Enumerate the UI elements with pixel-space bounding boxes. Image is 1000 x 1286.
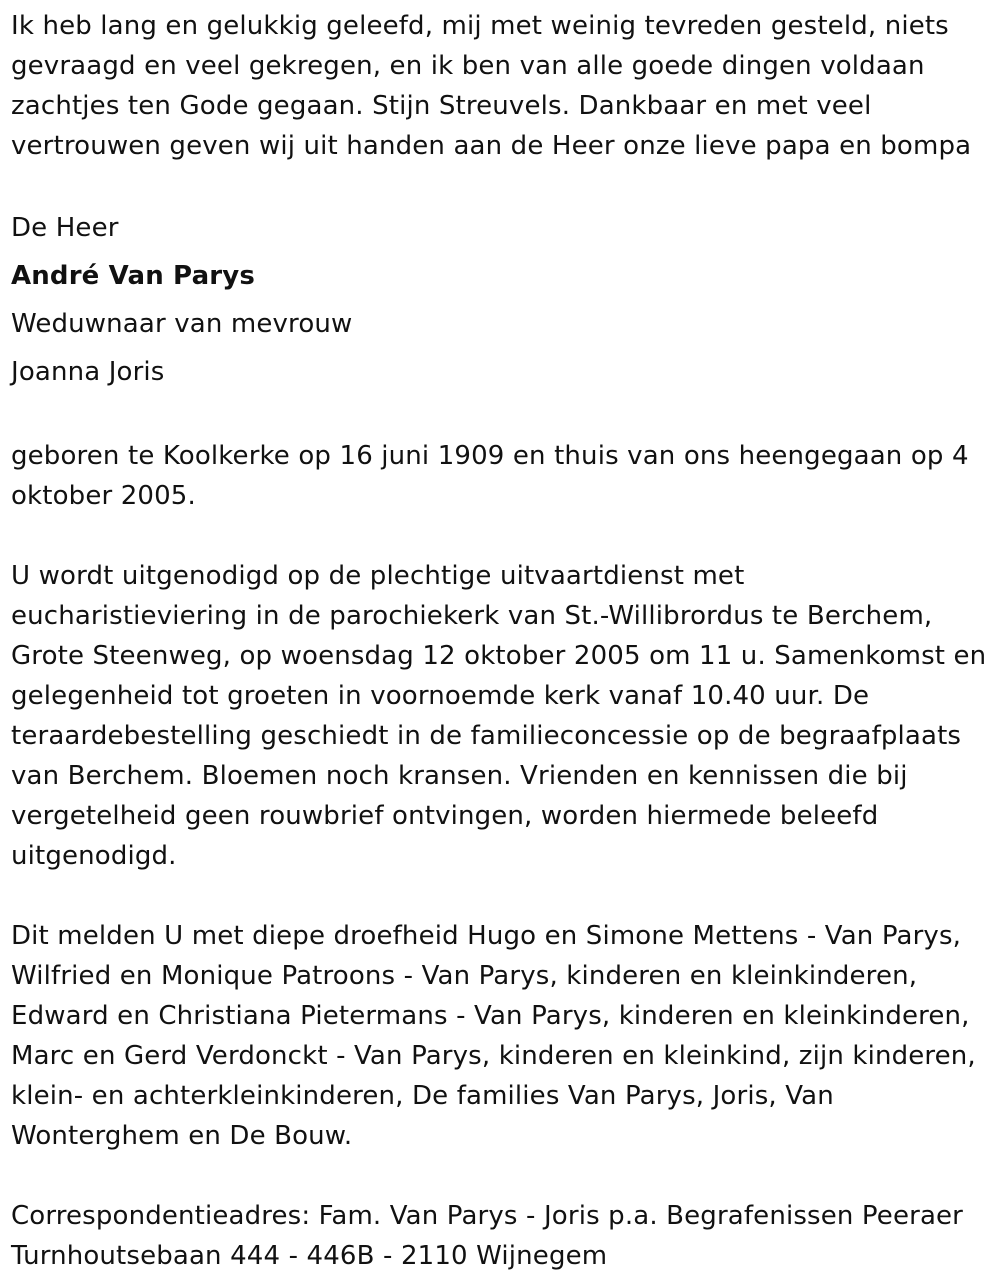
family-paragraph: Dit melden U met diepe droefheid Hugo en Simone Mettens - Van Parys, Wilfried en Monique Patroons - Van Parys, kinderen en kleinkinderen, Edward en Christiana Pietermans - Van Parys, kinderen en kleinkinderen, Marc en Gerd Verdonckt - Van Parys, kinderen en kleinkind, zijn kinderen, klein- en achterkleinkinderen, De families Van Parys, Joris, Van Wonterghem en De Bouw.: [11, 921, 976, 1151]
widower-line: Weduwnaar van mevrouw: [11, 309, 353, 339]
obituary-document: [11, 6, 991, 1276]
spouse-name: Joanna Joris: [11, 357, 165, 387]
deceased-block: [11, 204, 991, 396]
spacer: [11, 396, 991, 436]
correspondence-address: Correspondentieadres: Fam. Van Parys - Joris p.a. Begrafenissen Peeraer Turnhoutsebaan 444 - 446B - 2110 Wijnegem: [11, 1201, 964, 1271]
opening-quote: Ik heb lang en gelukkig geleefd, mij met weinig tevreden gesteld, niets gevraagd en veel gekregen, en ik ben van alle goede dingen voldaan zachtjes ten Gode gegaan. Stijn Streuvels. Dankbaar en met veel vertrouwen geven wij uit handen aan de Heer onze lieve papa en bompa: [11, 11, 972, 161]
spacer: [11, 1156, 991, 1196]
funeral-invitation-paragraph: U wordt uitgenodigd op de plechtige uitvaartdienst met eucharistieviering in de parochiekerk van St.-Willibrordus te Berchem, Grote Steenweg, op woensdag 12 oktober 2005 om 11 u. Samenkomst en gelegenheid tot groeten in voornoemde kerk vanaf 10.40 uur. De teraardebestelling geschiedt in de familieconcessie op de begraafplaats van Berchem. Bloemen noch kransen. Vrienden en kennissen die bij vergetelheid geen rouwbrief ontvingen, worden hiermede beleefd uitgenodigd.: [11, 561, 987, 871]
honorific-title: De Heer: [11, 213, 119, 243]
birth-death-paragraph: geboren te Koolkerke op 16 juni 1909 en thuis van ons heengegaan op 4 oktober 2005.: [11, 441, 969, 511]
spacer: [11, 876, 991, 916]
deceased-name: André Van Parys: [11, 261, 255, 291]
spacer: [11, 516, 991, 556]
spacer: [11, 166, 991, 206]
